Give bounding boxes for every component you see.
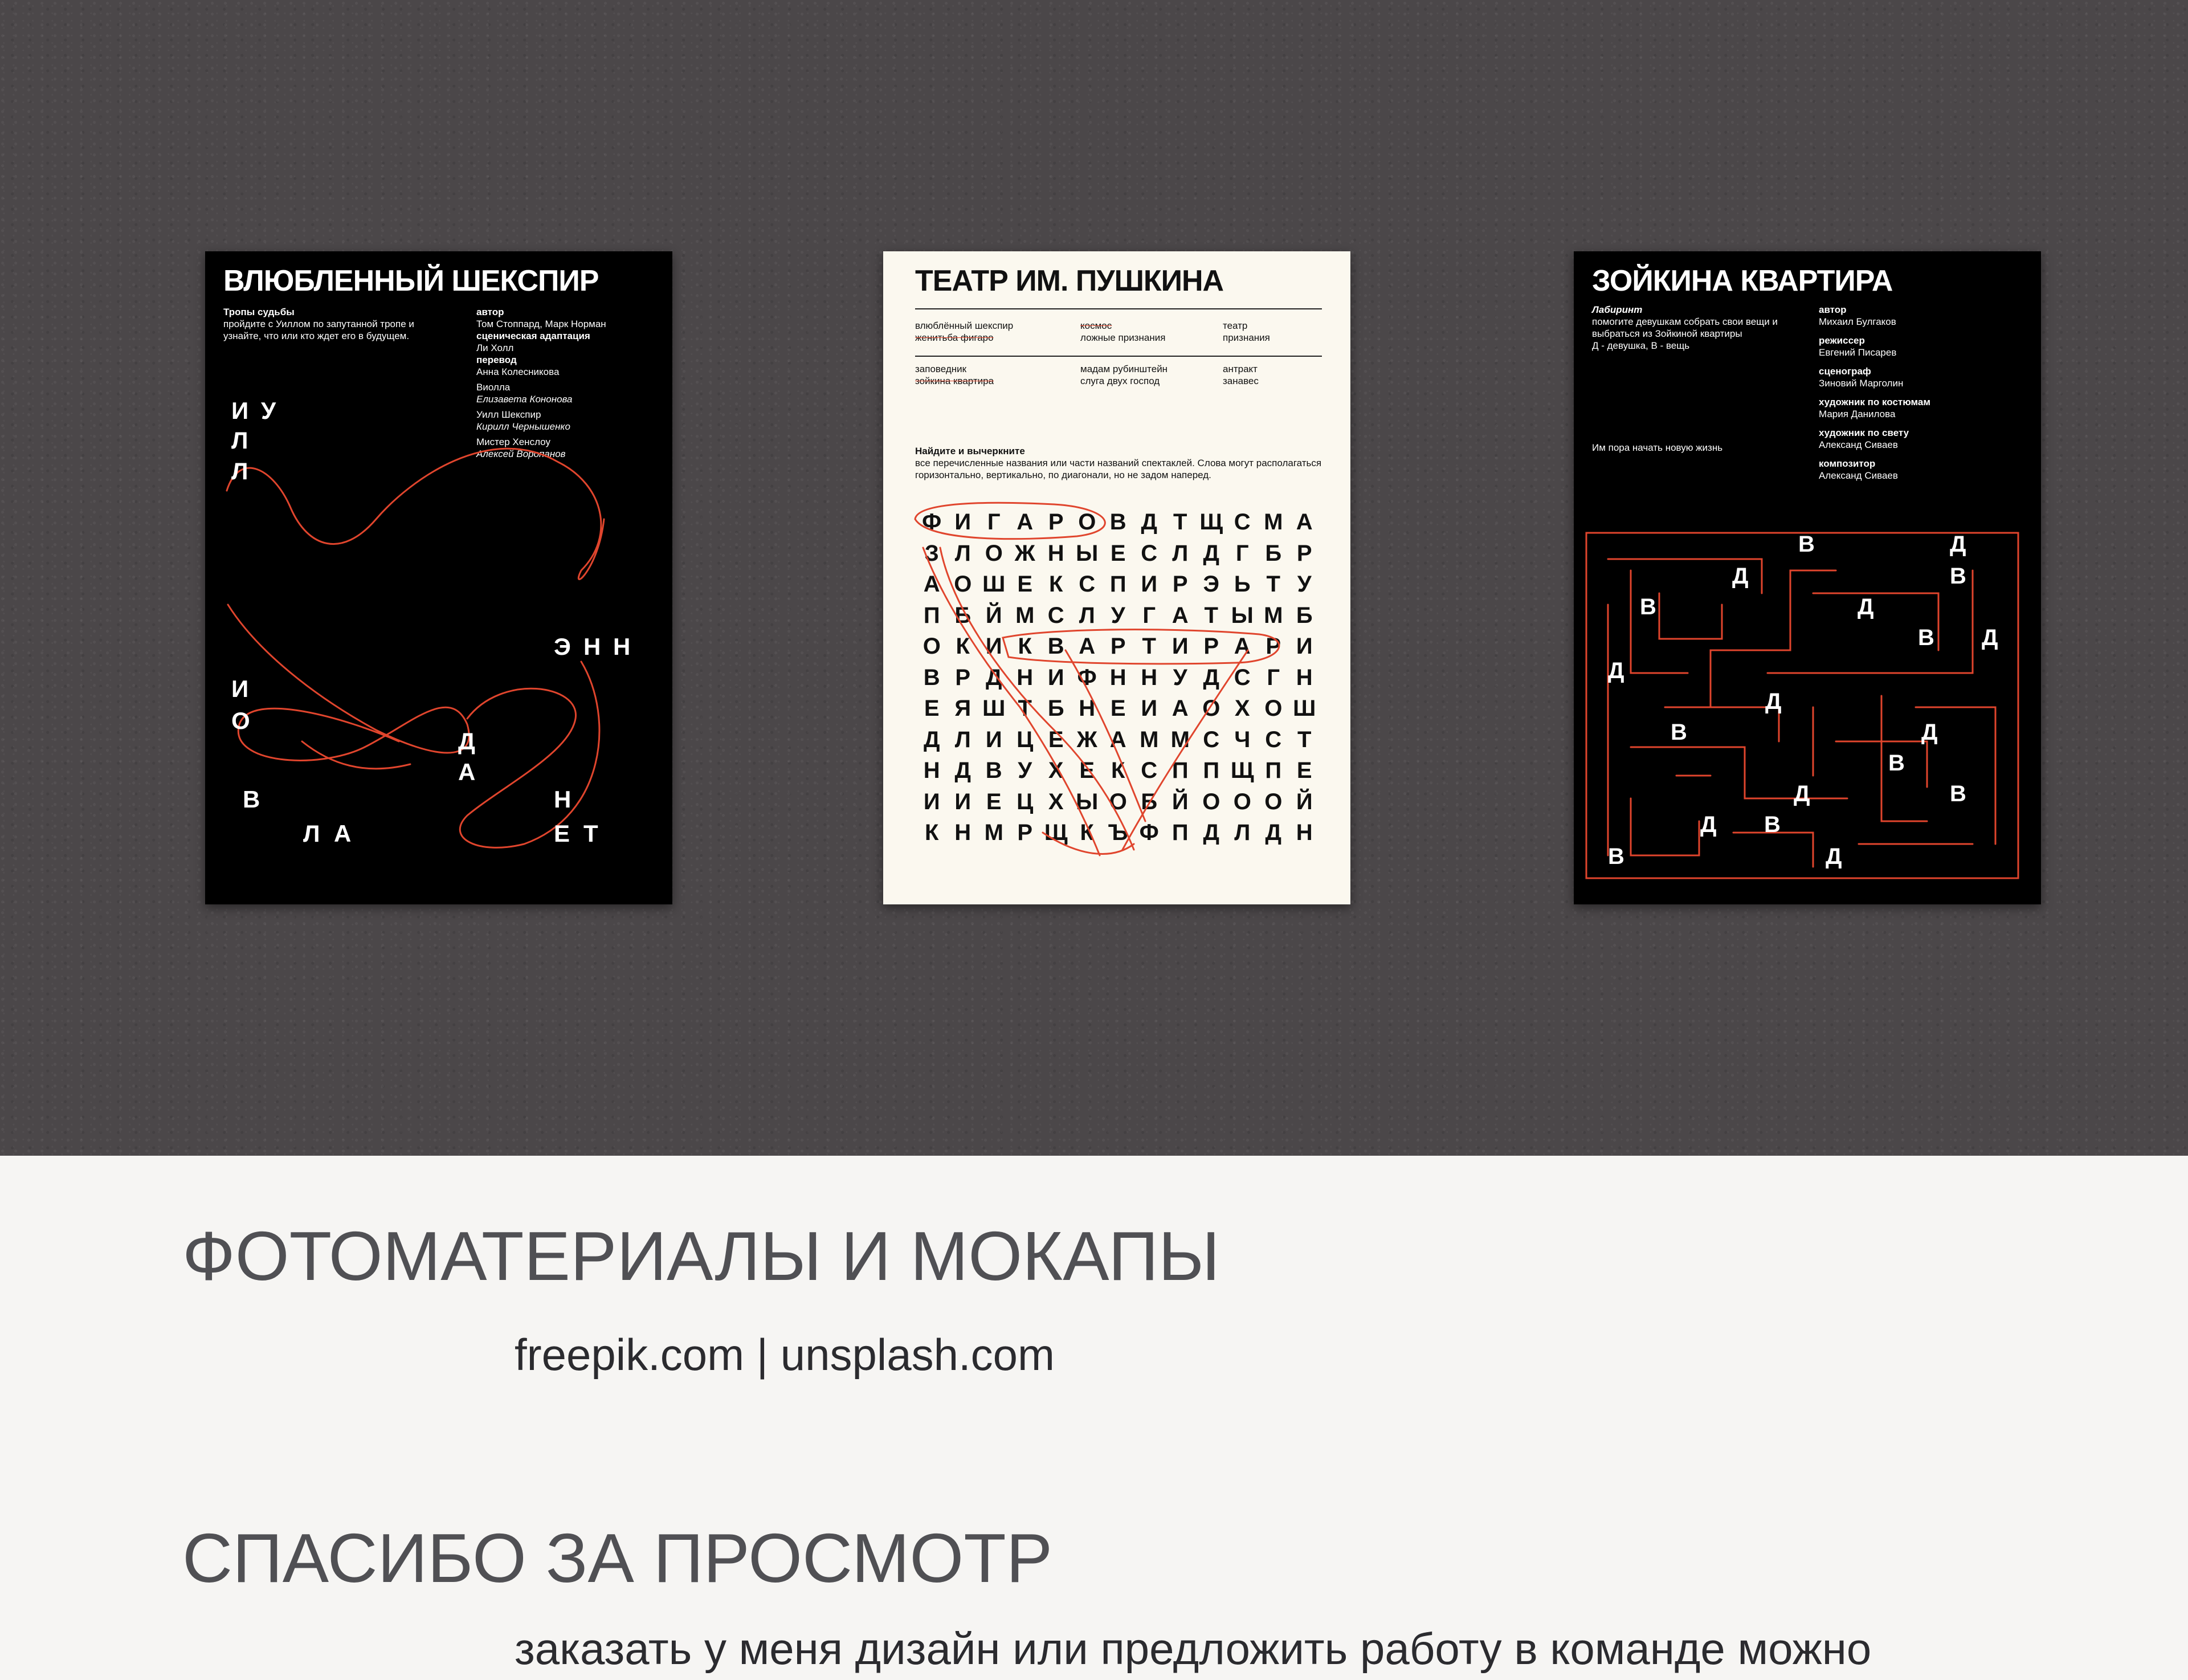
grid-letter: Ш [982,572,1006,597]
grid-letter: Б [1047,696,1064,721]
grid-letter: О [1264,696,1283,721]
cast-item: Виолла Елизавета Кононова [476,382,573,405]
grid-letter: Х [1048,758,1064,783]
grid-letter: У [1297,572,1312,597]
grid-letter: Ш [982,696,1006,721]
grid-letter: Д [954,758,971,783]
maze-letter: В [1764,812,1781,837]
maze-letter: Д [1765,689,1782,714]
grid-letter: Т [1204,602,1218,628]
credit-item: композитор Александ Сиваев [1819,458,1898,481]
task-title: Найдите и вычеркните [915,446,1025,456]
letter: У [261,397,284,424]
grid-letter: Д [1265,820,1281,845]
word-search-markings [883,251,1350,904]
poster-title: ТЕАТР ИМ. ПУШКИНА [915,264,1224,297]
legend: Д - девушка, В - вещь [1592,340,1690,351]
intro-title: Тропы судьбы [223,307,295,317]
grid-letter: Н [1109,664,1126,690]
grid-letter: О [1233,789,1251,814]
credit-label: автор [476,307,504,317]
letter: В [243,786,268,813]
photo-sources: freepik.com | unsplash.com [515,1330,1055,1380]
maze-letter: Д [1700,812,1717,837]
grid-letter: О [1078,509,1096,535]
maze-letter: Д [1732,564,1749,589]
task-text: все перечисленные названия или части названий спектаклей. Слова могут располагаться горизонтально, вертикально, по диагонали, но не задом наперед. [915,458,1322,480]
grid-letter: И [985,634,1002,659]
grid-letter: Т [1173,509,1187,535]
grid-letter: М [1264,509,1283,535]
poster-shakespeare-in-love [205,251,672,904]
letter: А [458,759,484,785]
grid-letter: Ь [1234,572,1251,597]
section-heading-thanks: СПАСИБО ЗА ПРОСМОТР [182,1519,1053,1597]
grid-letter: И [923,789,940,814]
tangled-path-lines [205,251,672,904]
grid-letter: Р [1266,634,1281,659]
grid-letter: Р [1110,634,1126,659]
word-item: влюблённый шекспир [915,320,1014,331]
grid-letter: Г [1235,540,1249,566]
grid-letter: Ц [1017,727,1034,752]
grid-letter: М [1140,727,1159,752]
grid-letter: П [923,602,940,628]
maze-letter: Д [1826,844,1842,869]
grid-letter: У [1173,664,1187,690]
grid-letter: К [1080,820,1094,845]
grid-letter: Р [955,664,971,690]
grid-letter: Т [1142,634,1156,659]
grid-letter: Ы [1076,789,1099,814]
grid-letter: А [1017,509,1034,535]
grid-letter: Ф [1077,664,1097,690]
grid-letter: Э [1203,572,1219,597]
grid-letter: Е [1017,572,1033,597]
grid-letter: Л [954,727,971,752]
grid-letter: Ж [1014,540,1035,566]
grid-letter: Л [1172,540,1189,566]
maze-letter: В [1950,781,1966,806]
grid-letter: В [1047,634,1064,659]
word-item: театр [1223,320,1248,331]
maze-letter: В [1608,844,1624,869]
maze-letter: Д [1982,625,1998,650]
credit-item: художник по свету Александ Сиваев [1819,427,1909,450]
grid-letter: Н [1296,820,1313,845]
grid-letter: С [1141,758,1158,783]
grid-letter: Е [1296,758,1312,783]
grid-letter: В [1109,509,1126,535]
grid-letter: У [1111,602,1125,628]
maze-letter: В [1888,751,1905,776]
poster-title: ЗОЙКИНА КВАРТИРА [1592,264,1893,297]
credit-item: сценограф Зиновий Марголин [1819,366,1904,389]
credit-value: Том Стоппард, Марк Норман [476,319,606,329]
credit-label: перевод [476,354,517,365]
grid-letter: Ж [1076,727,1097,752]
grid-letter: О [1109,789,1127,814]
letter: Н [554,786,579,813]
grid-letter: Х [1048,789,1064,814]
grid-letter: М [1170,727,1190,752]
grid-letter: Й [1296,789,1313,814]
grid-letter: Т [1297,727,1312,752]
word-item: занавес [1223,376,1259,386]
grid-letter: О [954,572,972,597]
intro-title: Лабиринт [1592,304,1643,315]
grid-letter: Я [954,696,971,721]
letter: Н [583,633,609,660]
grid-letter: Д [924,727,940,752]
grid-letter: Л [1234,820,1251,845]
maze-letter: В [1798,532,1815,557]
poster-zoykina-apartment [1574,251,2041,904]
grid-letter: И [954,509,971,535]
grid-letter: М [984,820,1003,845]
grid-letter: Ъ [1108,820,1128,845]
grid-letter: В [985,758,1002,783]
letter: И [231,397,257,424]
maze-letter: Д [1608,658,1624,683]
grid-letter: Е [986,789,1002,814]
credit-label: сценическая адаптация [476,331,590,341]
grid-letter: Й [1171,789,1189,814]
credit-item: автор Михаил Булгаков [1819,304,1896,327]
maze-letter: Д [1921,720,1938,745]
word-item-crossed: женитьба фигаро [915,332,994,343]
grid-letter: У [1018,758,1032,783]
grid-letter: Ф [1139,820,1159,845]
word-item-crossed: космос [1080,320,1112,331]
grid-letter: Л [1079,602,1095,628]
grid-letter: П [1109,572,1126,597]
grid-letter: А [1234,634,1251,659]
grid-letter: И [1296,634,1313,659]
word-item: мадам рубинштейн [1080,364,1168,374]
word-item: антракт [1223,364,1258,374]
word-item: признания [1223,332,1270,343]
grid-letter: Н [1047,540,1064,566]
grid-letter: М [1015,602,1035,628]
grid-letter: З [924,540,939,566]
maze-letter: Д [1794,781,1810,806]
grid-letter: Х [1234,696,1250,721]
grid-letter: Е [1110,696,1126,721]
grid-letter: И [1141,696,1158,721]
grid-letter: О [1202,789,1220,814]
grid-letter: К [1111,758,1125,783]
poster-title: ВЛЮБЛЕННЫЙ ШЕКСПИР [223,264,599,297]
letter: Д [458,728,483,755]
letter: О [231,707,258,734]
grid-letter: Л [954,540,971,566]
grid-letter: Т [1018,696,1032,721]
intro-text: пройдите с Уиллом по запутанной тропе и узнайте, что или кто ждет его в будущем. [223,319,414,341]
credit-item: режиссер Евгений Писарев [1819,335,1897,358]
letter: Л [303,820,328,847]
grid-letter: О [985,540,1003,566]
grid-letter: А [1079,634,1096,659]
grid-letter: С [1234,664,1251,690]
credit-value: Анна Колесникова [476,366,560,377]
grid-letter: Г [1267,664,1280,690]
letter: Н [613,633,639,660]
grid-letter: С [1079,572,1096,597]
grid-letter: К [1018,634,1032,659]
grid-letter: С [1203,727,1220,752]
tagline: Им пора начать новую жизнь [1592,442,1723,453]
letter: Е [554,820,578,847]
letter: Э [554,633,579,660]
grid-letter: С [1141,540,1158,566]
grid-letter: Ы [1076,540,1099,566]
word-item-crossed: зойкина квартира [915,376,994,386]
grid-letter: П [1171,758,1189,783]
letter: Л [231,458,256,484]
grid-letter: Г [987,509,1001,535]
grid-letter: Ы [1231,602,1254,628]
grid-letter: Р [1296,540,1312,566]
grid-letter: О [1264,789,1283,814]
contact-text: заказать у меня дизайн или предложить работу в команде можно [515,1624,1872,1674]
grid-letter: И [954,789,971,814]
grid-letter: Д [1203,664,1219,690]
grid-letter: Н [954,820,971,845]
grid-letter: Р [1203,634,1219,659]
cast-item: Мистер Хенслоу Алексей Воропанов [476,437,566,459]
grid-letter: Б [1296,602,1313,628]
grid-letter: Н [1017,664,1034,690]
letter: Л [231,427,256,454]
maze-letter: В [1950,564,1966,589]
word-item: заповедник [915,364,967,374]
grid-letter: М [1264,602,1283,628]
grid-letter: А [1171,696,1189,721]
grid-letter: Н [923,758,940,783]
grid-letter: Ш [1293,696,1316,721]
grid-letter: Р [1172,572,1188,597]
grid-letter: Р [1017,820,1033,845]
word-item: ложные признания [1080,332,1166,343]
grid-letter: П [1265,758,1282,783]
grid-letter: И [1171,634,1189,659]
grid-letter: Н [1296,664,1313,690]
grid-letter: Д [1203,540,1219,566]
grid-letter: А [1109,727,1126,752]
grid-letter: С [1047,602,1064,628]
grid-letter: О [922,634,941,659]
grid-letter: Щ [1199,509,1223,535]
credit-item: художник по костюмам Мария Данилова [1819,397,1930,419]
grid-letter: К [1049,572,1063,597]
grid-letter: О [1202,696,1220,721]
grid-letter: Т [1266,572,1280,597]
maze-letter: В [1640,594,1656,619]
intro-text: помогите девушкам собрать свои вещи и выбраться из Зойкиной квартиры [1592,316,1778,339]
grid-letter: Е [924,696,940,721]
grid-letter: Б [954,602,971,628]
grid-letter: Г [1142,602,1156,628]
poster-pushkin-theatre [883,251,1350,904]
grid-letter: К [956,634,970,659]
grid-letter: А [923,572,940,597]
section-heading-photo-materials: ФОТОМАТЕРИАЛЫ И МОКАПЫ [182,1217,1220,1295]
grid-letter: С [1265,727,1282,752]
maze-letter: Д [1950,532,1966,557]
grid-letter: Д [1141,509,1157,535]
grid-letter: П [1203,758,1220,783]
grid-letter: Е [1048,727,1064,752]
grid-letter: С [1234,509,1251,535]
maze-letter: В [1918,625,1934,650]
grid-letter: Е [1110,540,1126,566]
grid-letter: П [1171,820,1189,845]
grid-letter: А [1296,509,1313,535]
credit-value: Ли Холл [476,342,514,353]
cast-item: Уилл Шекспир Кирилл Чернышенко [476,409,570,432]
grid-letter: Д [986,664,1002,690]
grid-letter: Щ [1044,820,1068,845]
grid-letter: Р [1048,509,1064,535]
grid-letter: Н [1079,696,1096,721]
grid-letter: Б [1141,789,1158,814]
maze-letter: В [1671,720,1687,745]
grid-letter: И [985,727,1002,752]
grid-letter: Щ [1230,758,1254,783]
letter: А [334,820,360,847]
grid-letter: Б [1265,540,1282,566]
letter: Т [583,820,606,847]
grid-letter: А [1171,602,1189,628]
grid-letter: Н [1141,664,1158,690]
letter: И [231,675,257,702]
grid-letter: Й [985,602,1002,628]
grid-letter: Е [1079,758,1095,783]
grid-letter: Ц [1017,789,1034,814]
grid-letter: И [1141,572,1158,597]
grid-letter: И [1047,664,1064,690]
grid-letter: К [925,820,939,845]
word-item: слуга двух господ [1080,376,1160,386]
grid-letter: В [923,664,940,690]
grid-letter: Д [1203,820,1219,845]
grid-letter: Ч [1234,727,1251,752]
grid-letter: Ф [922,509,942,535]
maze-letter: Д [1858,594,1874,619]
